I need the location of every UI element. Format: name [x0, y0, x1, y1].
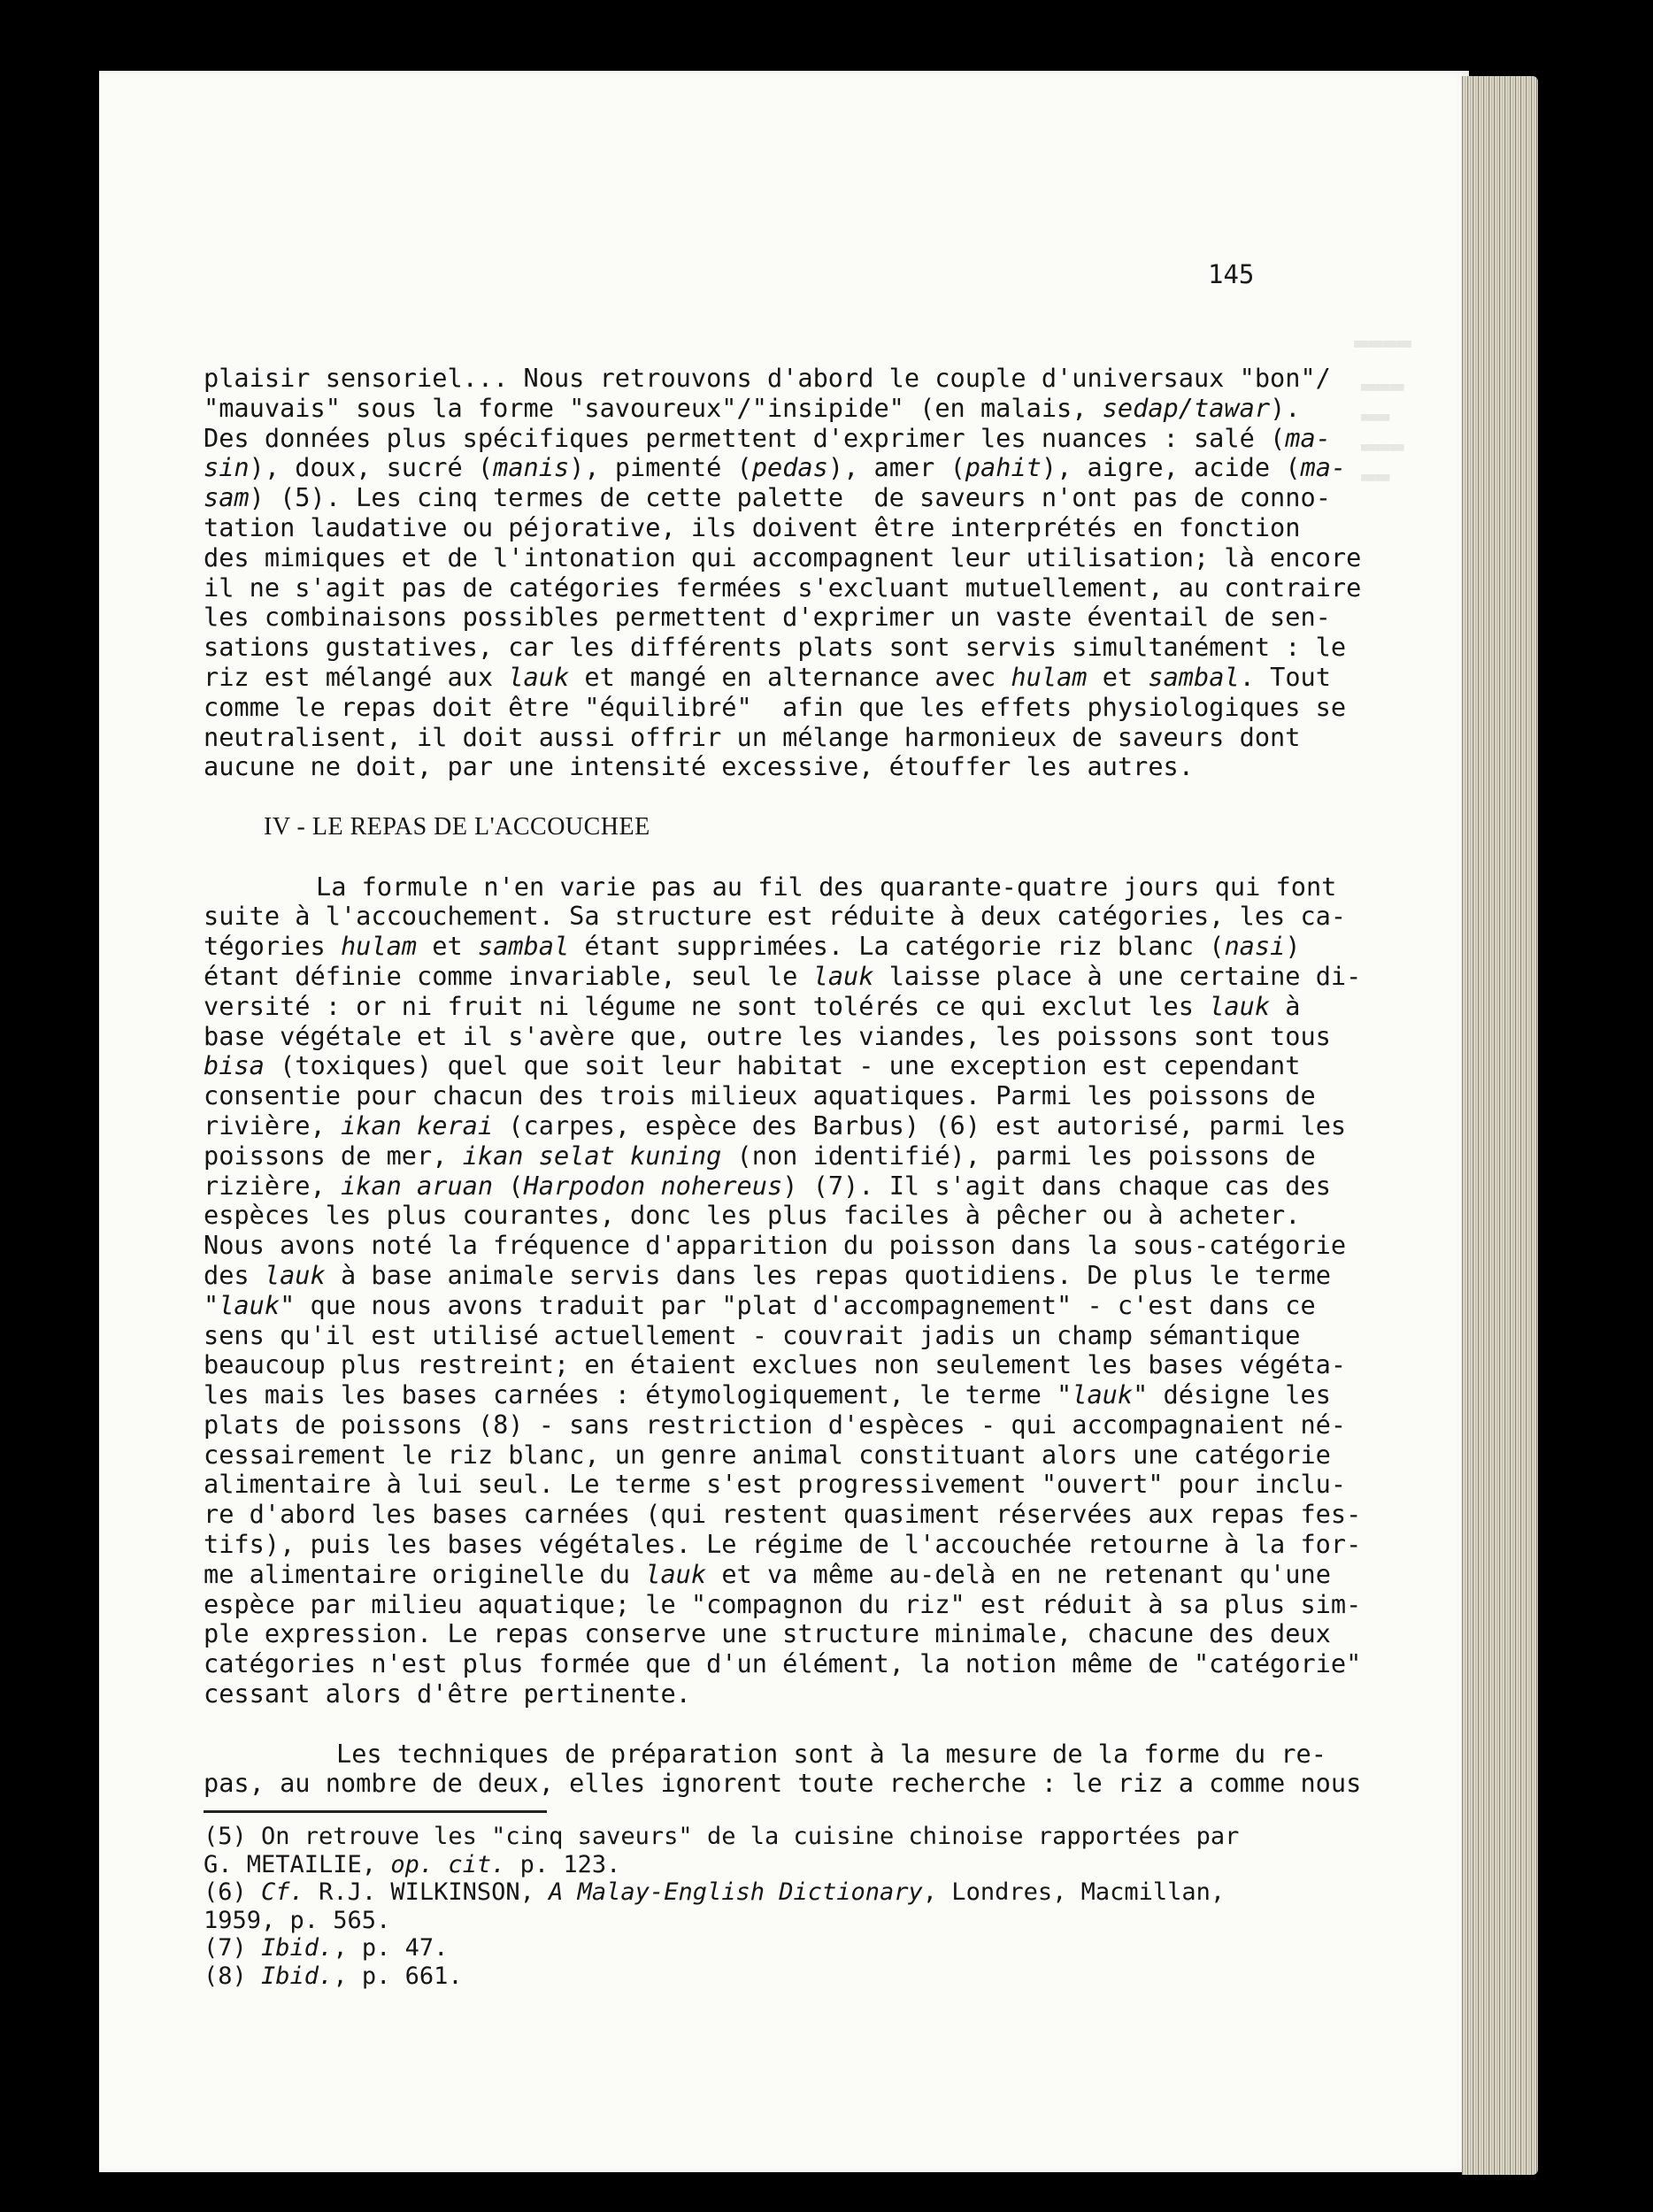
- text-line: des lauk à base animale servis dans les repas quotidiens. De plus le terme: [204, 1259, 1331, 1290]
- text-line: espèce par milieu aquatique; le "compagnon du riz" est réduit à sa plus sim-: [204, 1588, 1362, 1619]
- text-line: pas, au nombre de deux, elles ignorent toute recherche : le riz a comme nous: [204, 1768, 1362, 1799]
- text-line: me alimentaire originelle du lauk et va même au-delà en ne retenant qu'une: [204, 1558, 1331, 1589]
- footnote: (8) Ibid., p. 661.: [204, 1962, 463, 1990]
- text-line: Des données plus spécifiques permettent d'exprimer les nuances : salé (ma-: [204, 422, 1331, 453]
- page-number: 145: [1208, 259, 1255, 289]
- text-line: consentie pour chacun des trois milieux aquatiques. Parmi les poissons de: [204, 1080, 1316, 1111]
- text-line: plats de poissons (8) - sans restriction d'espèces - qui accompagnaient né-: [204, 1409, 1347, 1440]
- text-line: poissons de mer, ikan selat kuning (non identifié), parmi les poissons de: [204, 1140, 1316, 1171]
- text-line: base végétale et il s'avère que, outre les viandes, les poissons sont tous: [204, 1020, 1331, 1051]
- text-line: tifs), puis les bases végétales. Le régime de l'accouchée retourne à la for-: [204, 1529, 1362, 1560]
- text-line: Nous avons noté la fréquence d'apparition du poisson dans la sous-catégorie: [204, 1230, 1347, 1261]
- text-line: les combinaisons possibles permettent d'exprimer un vaste éventail de sen-: [204, 602, 1331, 633]
- main-text: [204, 363, 1362, 1799]
- text-line: cessant alors d'être pertinente.: [204, 1678, 691, 1709]
- text-line: beaucoup plus restreint; en étaient exclues non seulement les bases végéta-: [204, 1349, 1347, 1380]
- text-line: étant définie comme invariable, seul le lauk laisse place à une certaine di-: [204, 960, 1362, 991]
- footnote-rule: [204, 1810, 547, 1813]
- text-line: comme le repas doit être "équilibré" afin que les effets physiologiques se: [204, 691, 1347, 722]
- text-line: cessairement le riz blanc, un genre animal constituant alors une catégorie: [204, 1439, 1331, 1470]
- text-line: il ne s'agit pas de catégories fermées s'excluant mutuellement, au contraire: [204, 572, 1362, 603]
- page-edges: [1462, 76, 1538, 2175]
- text-line: espèces les plus courantes, donc les plus faciles à pêcher ou à acheter.: [204, 1200, 1301, 1231]
- text-line: alimentaire à lui seul. Le terme s'est progressivement "ouvert" pour inclu-: [204, 1469, 1347, 1500]
- text-line: rivière, ikan kerai (carpes, espèce des Barbus) (6) est autorisé, parmi les: [204, 1110, 1347, 1141]
- text-line: sens qu'il est utilisé actuellement - couvrait jadis un champ sémantique: [204, 1319, 1301, 1350]
- text-line: re d'abord les bases carnées (qui restent quasiment réservées aux repas fes-: [204, 1499, 1362, 1530]
- footnotes: [204, 1823, 1312, 1990]
- text-line: tégories hulam et sambal étant supprimées. La catégorie riz blanc (nasi): [204, 931, 1301, 962]
- text-line: bisa (toxiques) quel que soit leur habitat - une exception est cependant: [204, 1050, 1301, 1081]
- text-line: des mimiques et de l'intonation qui accompagnent leur utilisation; là encore: [204, 541, 1362, 572]
- text-line: tation laudative ou péjorative, ils doivent être interprétés en fonction: [204, 511, 1301, 542]
- text-line: plaisir sensoriel... Nous retrouvons d'abord le couple d'universaux "bon"/: [204, 363, 1331, 393]
- text-line: catégories n'est plus formée que d'un élément, la notion même de "catégorie": [204, 1648, 1362, 1679]
- footnote: (6) Cf. R.J. WILKINSON, A Malay-English Dictionary, Londres, Macmillan,: [204, 1878, 1226, 1906]
- text-line: rizière, ikan aruan (Harpodon nohereus) (7). Il s'agit dans chaque cas des: [204, 1170, 1331, 1201]
- footnote: (7) Ibid., p. 47.: [204, 1934, 449, 1962]
- text-line: riz est mélangé aux lauk et mangé en alternance avec hulam et sambal. Tout: [204, 661, 1331, 692]
- text-line: versité : or ni fruit ni légume ne sont tolérés ce qui exclut les lauk à: [204, 990, 1301, 1021]
- text-line: sam) (5). Les cinq termes de cette palette de saveurs n'ont pas de conno-: [204, 482, 1331, 513]
- text-line: La formule n'en varie pas au fil des quarante-quatre jours qui font: [316, 871, 1337, 902]
- section-heading: IV - LE REPAS DE L'ACCOUCHEE: [264, 812, 650, 841]
- text-line: "mauvais" sous la forme "savoureux"/"insipide" (en malais, sedap/tawar).: [204, 392, 1301, 423]
- text-line: Les techniques de préparation sont à la mesure de la forme du re-: [336, 1738, 1326, 1769]
- footnote: (5) On retrouve les "cinq saveurs" de la cuisine chinoise rapportées par: [204, 1823, 1240, 1850]
- text-line: sin), doux, sucré (manis), pimenté (pedas), amer (pahit), aigre, acide (ma-: [204, 452, 1347, 483]
- text-line: aucune ne doit, par une intensité excessive, étouffer les autres.: [204, 751, 1194, 782]
- text-line: neutralisent, il doit aussi offrir un mélange harmonieux de saveurs dont: [204, 721, 1301, 752]
- text-line: "lauk" que nous avons traduit par "plat d'accompagnement" - c'est dans ce: [204, 1289, 1316, 1320]
- text-line: ple expression. Le repas conserve une structure minimale, chacune des deux: [204, 1618, 1331, 1649]
- text-line: suite à l'accouchement. Sa structure est réduite à deux catégories, les ca-: [204, 901, 1347, 932]
- footnote: G. METAILIE, op. cit. p. 123.: [204, 1850, 621, 1878]
- text-line: sations gustatives, car les différents plats sont servis simultanément : le: [204, 632, 1347, 663]
- text-line: les mais les bases carnées : étymologiquement, le terme "lauk" désigne les: [204, 1379, 1331, 1410]
- footnote: 1959, p. 565.: [204, 1906, 391, 1934]
